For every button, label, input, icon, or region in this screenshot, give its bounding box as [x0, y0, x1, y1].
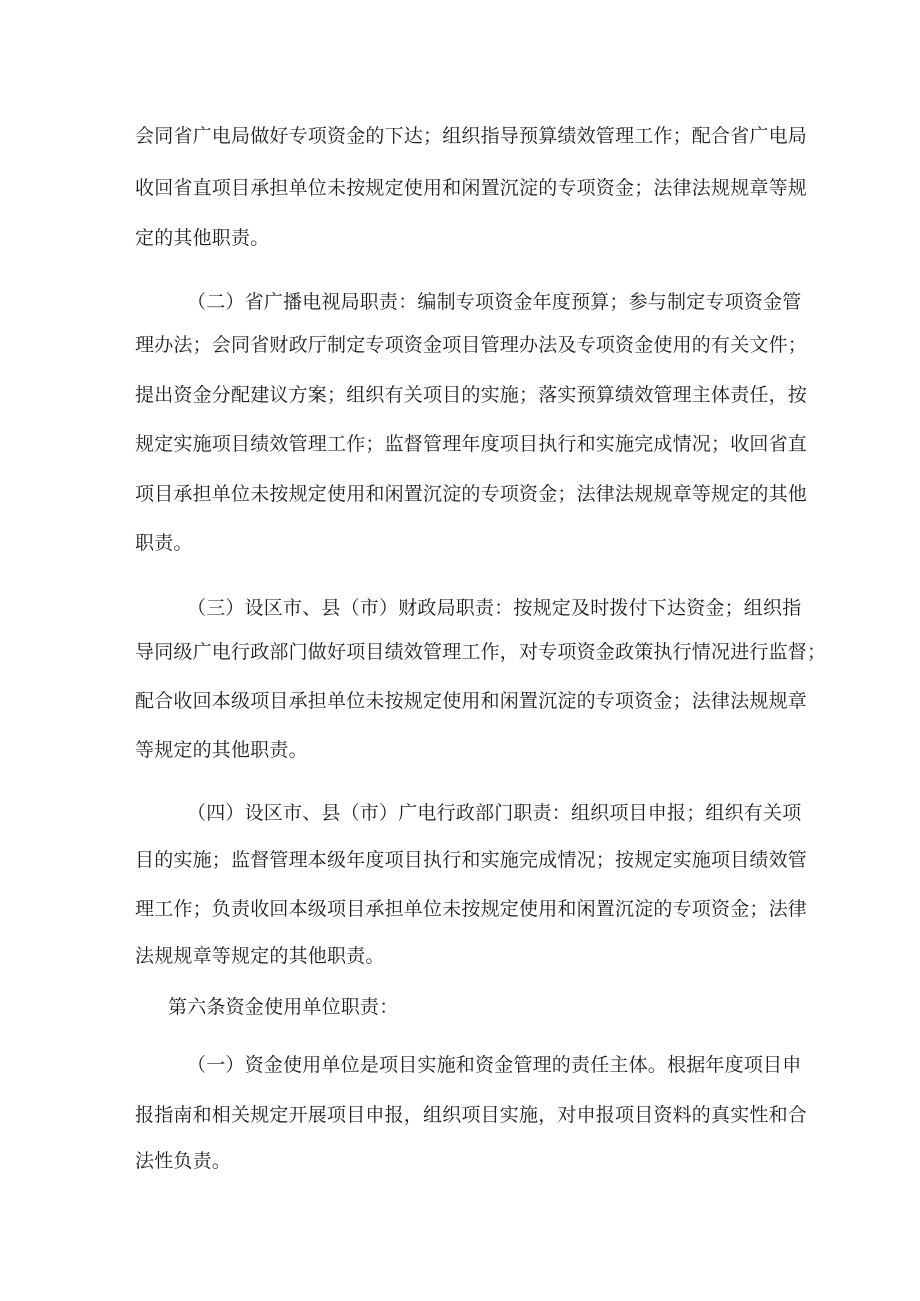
paragraph-line: 理办法；会同省财政厅制定专项资金项目管理办法及专项资金使用的有关文件；: [135, 334, 808, 356]
paragraph-line: （二）省广播电视局职责：编制专项资金年度预算；参与制定专项资金管: [187, 291, 802, 313]
paragraph-line: 等规定的其他职责。: [135, 739, 308, 761]
paragraph-line: 导同级广电行政部门做好项目绩效管理工作，对专项资金政策执行情况进行监督；: [135, 641, 827, 663]
paragraph-line: （四）设区市、县（市）广电行政部门职责：组织项目申报；组织有关项: [187, 802, 802, 824]
paragraph-line: 目的实施；监督管理本级年度项目执行和实施完成情况；按规定实施项目绩效管: [135, 849, 808, 871]
paragraph-line: 法规规章等规定的其他职责。: [135, 945, 385, 967]
paragraph-line: 职责。: [135, 532, 193, 554]
paragraph-line: （一）资金使用单位是项目实施和资金管理的责任主体。根据年度项目申: [187, 1054, 802, 1076]
paragraph-line: 配合收回本级项目承担单位未按规定使用和闲置沉淀的专项资金；法律法规规章: [135, 690, 808, 712]
paragraph-line: 收回省直项目承担单位未按规定使用和闲置沉淀的专项资金；法律法规规章等规: [135, 177, 808, 199]
paragraph-line: 理工作；负责收回本级项目承担单位未按规定使用和闲置沉淀的专项资金；法律: [135, 898, 808, 920]
paragraph-line: 项目承担单位未按规定使用和闲置沉淀的专项资金；法律法规规章等规定的其他: [135, 483, 808, 505]
paragraph-line: 提出资金分配建议方案；组织有关项目的实施；落实预算绩效管理主体责任，按: [135, 384, 808, 406]
article-heading: 第六条资金使用单位职责：: [168, 996, 399, 1018]
paragraph-line: 报指南和相关规定开展项目申报，组织项目实施，对申报项目资料的真实性和合: [135, 1104, 808, 1126]
paragraph-line: 定的其他职责。: [135, 227, 270, 249]
paragraph-line: 会同省广电局做好专项资金的下达；组织指导预算绩效管理工作；配合省广电局: [135, 125, 808, 147]
paragraph-line: 法性负责。: [135, 1150, 232, 1172]
paragraph-line: （三）设区市、县（市）财政局职责：按规定及时拨付下达资金；组织指: [187, 597, 802, 619]
paragraph-line: 规定实施项目绩效管理工作；监督管理年度项目执行和实施完成情况；收回省直: [135, 433, 808, 455]
